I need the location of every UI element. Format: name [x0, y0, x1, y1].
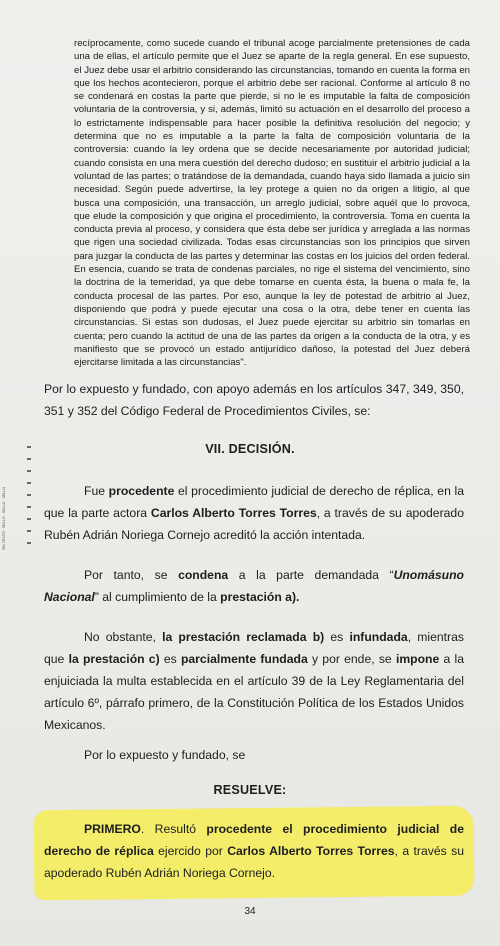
quote-text: recíprocamente, como sucede cuando el tribunal acoge parcialmente pretensiones de cada una de ellas, el artículo permite que el Juez se aparte de la regla general. En ese supuesto, el Juez debe usar el arbitrio considerando las circunstancias, tomando en cuenta la forma en que los hechos acontecieron, porque el arbitrio debe ser racional. Conforme al artículo 8 no se condenará en costas la parte que pierde, si no le es imputable la falta de composición voluntaria de la controversia, y si, además, limitó su actuación en el desarrollo del proceso a lo estrictamente indispensable para hacer posible la definitiva resolución del negocio; y determina que no es imputable a la parte la falta de composición voluntaria de la controversia: cuando la ley ordena que se decide necesariamente por autoridad judicial; cuando consista en una mera cuestión del derecho dudoso; en sustituir el arbitrio judicial a la voluntad de las partes; o tratándose de la demandada, cuando haya sido llamada a juicio sin necesidad. Según puede advertirse, la ley protege a quien no da origen a litigio, al que busca una composición, una transacción, un arreglo judicial, sobre aquél que lo provoca, que elude la composición y que origina el procedimiento, la controversia. Toma en cuenta la conducta previa al proceso, y considera que ésta debe ser jurídica y arreglada a las normas que rigen una sociedad civilizada. Todas esas circunstancias son los principios que sirven para juzgar la conducta de las partes y determinar las costas en los juicios del orden federal. En esencia, cuando se trata de condenas parciales, no rige el sistema del vencimiento, sino la doctrina de la temeridad, ya que debe tomarse en cuenta ésta, la buena o mala fe, la conducta procesal de las partes. Por eso, aunque la ley de potestad de arbitrio al Juez, disponiendo que podrá y puede ejecutar una cosa o la otra, debe tener en cuenta las circunstancias. Si estas son dudosas, el Juez puede ejercitar su arbitrio sin tomarlas en cuenta; pero cuando la actitud de una de las partes da origen a la conducta de la otra, y es manifiesto que se provocó un estado antijurídico dañoso, la potestad del Juez deberá ejercitarse limitada a las circunstancias". [74, 38, 470, 369]
heading-resuelve: RESUELVE: [213, 783, 287, 797]
margin-marks [26, 444, 32, 554]
quoted-jurisprudence [74, 37, 470, 369]
paragraph-legal-basis: Por lo expuesto y fundado, con apoyo además en los artículos 347, 349, 350, 351 y 352 del Código Federal de Procedimientos Civiles, se: [44, 382, 464, 418]
heading-decision: VII. DECISIÓN. [205, 442, 295, 456]
paragraph-se: Por lo expuesto y fundado, se [84, 748, 246, 762]
page-number: 34 [244, 906, 256, 917]
margin-stamp: SIN TEXTO · SELLO · SELLO · SELLO [2, 486, 6, 550]
paragraph-procedente: Fue procedente el procedimiento judicial de derecho de réplica, en la que la parte actora Carlos Alberto Torres Torres, a través de su apoderado Rubén Adrián Noriega Cornejo acreditó la acción intentada. [44, 484, 464, 542]
paragraph-primero: PRIMERO. Resultó procedente el procedimiento judicial de derecho de réplica ejercido por Carlos Alberto Torres Torres, a través su apoderado Rubén Adrián Noriega Cornejo. [44, 822, 464, 880]
paragraph-condena: Por tanto, se condena a la parte demandada “Unomásuno Nacional” al cumplimiento de la prestación a). [44, 568, 464, 604]
paragraph-prestaciones: No obstante, la prestación reclamada b) es infundada, mientras que la prestación c) es parcialmente fundada y por ende, se impone a la enjuiciada la multa establecida en el artículo 39 de la Ley Reglamentaria del artículo 6º, párrafo primero, de la Constitución Política de los Estados Unidos Mexicanos. [44, 630, 464, 732]
